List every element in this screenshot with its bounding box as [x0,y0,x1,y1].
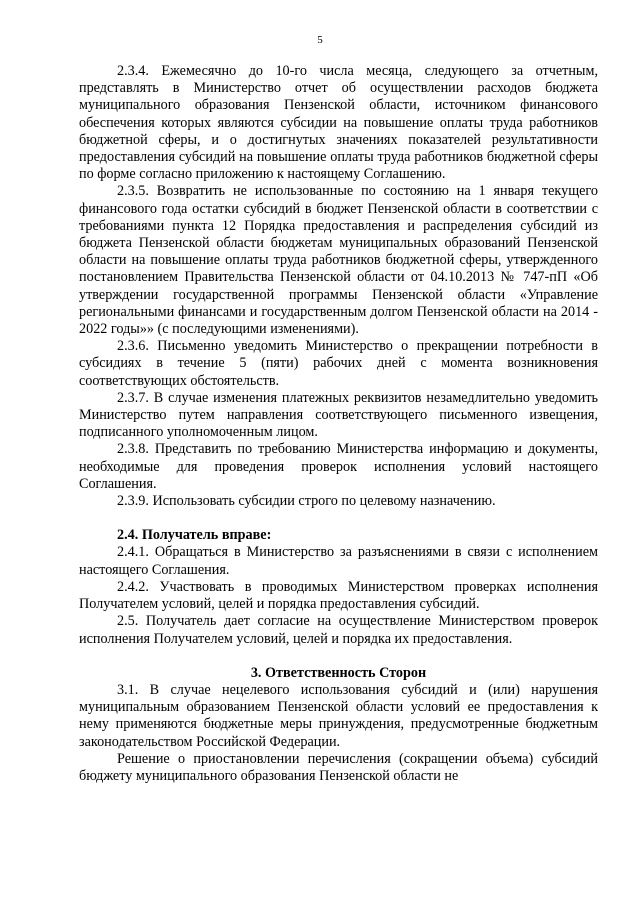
spacer [79,510,598,527]
paragraph-2-3-9: 2.3.9. Использовать субсидии строго по целевому назначению. [117,493,496,510]
paragraph-2-3-4: 2.3.4. Ежемесячно до 10-го числа месяца, следующего за отчетным, представлять в Министерство отчет об осуществлении расходов бюджета муниципального образования Пензенской области, источником финансового обеспечения которых являются субсидии на повышение оплаты труда работников бюджетной сферы, и о достигнутых значениях показателей результативности предоставления субсидий на повышение оплаты труда работников бюджетной сферы по форме согласно приложению к настоящему Соглашению. [79,63,598,183]
document-body [79,63,598,785]
paragraph-3-1: 3.1. В случае нецелевого использования субсидий и (или) нарушения муниципальным образованием Пензенской области условий ее предоставления к нему применяются бюджетные меры принуждения, предусмотренные бюджетным законодательством Российской Федерации. [79,681,598,750]
paragraph-2-3-6: 2.3.6. Письменно уведомить Министерство о прекращении потребности в субсидиях в течение 5 (пяти) рабочих дней с момента возникновения соответствующих обстоятельств. [79,338,598,389]
page-number: 5 [317,34,323,46]
paragraph-2-3-8: 2.3.8. Представить по требованию Министерства информацию и документы, необходимые для проведения проверок исполнения условий настоящего Соглашения. [79,441,598,492]
section-heading-3: 3. Ответственность Сторон [250,664,427,681]
paragraph-decision: Решение о приостановлении перечисления (сокращении объема) субсидий бюджету муниципального образования Пензенской области не [79,750,598,784]
paragraph-2-3-5: 2.3.5. Возвратить не использованные по состоянию на 1 января текущего финансового года остатки субсидий в бюджет Пензенской области в соответствии с требованиями пункта 12 Порядка предоставления и распределения субсидий из бюджета Пензенской области бюджетам муниципальных образований Пензенской области на повышение оплаты труда работников бюджетной сферы, утвержденного постановлением Правительства Пензенской области от 04.10.2013 № 747-пП «Об утверждении государственной программы Пензенской области «Управление региональными финансами и государственным долгом Пензенской области на 2014 - 2022 годы»» (с последующими изменениями). [79,183,598,338]
paragraph-2-4-2: 2.4.2. Участвовать в проводимых Министерством проверках исполнения Получателем условий, целей и порядка предоставления субсидий. [79,578,598,613]
section-heading-2-4: 2.4. Получатель вправе: [117,527,272,544]
paragraph-2-5: 2.5. Получатель дает согласие на осуществление Министерством проверок исполнения Получателем условий, целей и порядка их предоставления. [79,613,598,647]
spacer [79,648,598,665]
paragraph-2-4-1: 2.4.1. Обращаться в Министерство за разъяснениями в связи с исполнением настоящего Соглашения. [79,544,598,578]
paragraph-2-3-7: 2.3.7. В случае изменения платежных реквизитов незамедлительно уведомить Министерство путем направления соответствующего письменного извещения, подписанного уполномоченным лицом. [79,389,598,441]
